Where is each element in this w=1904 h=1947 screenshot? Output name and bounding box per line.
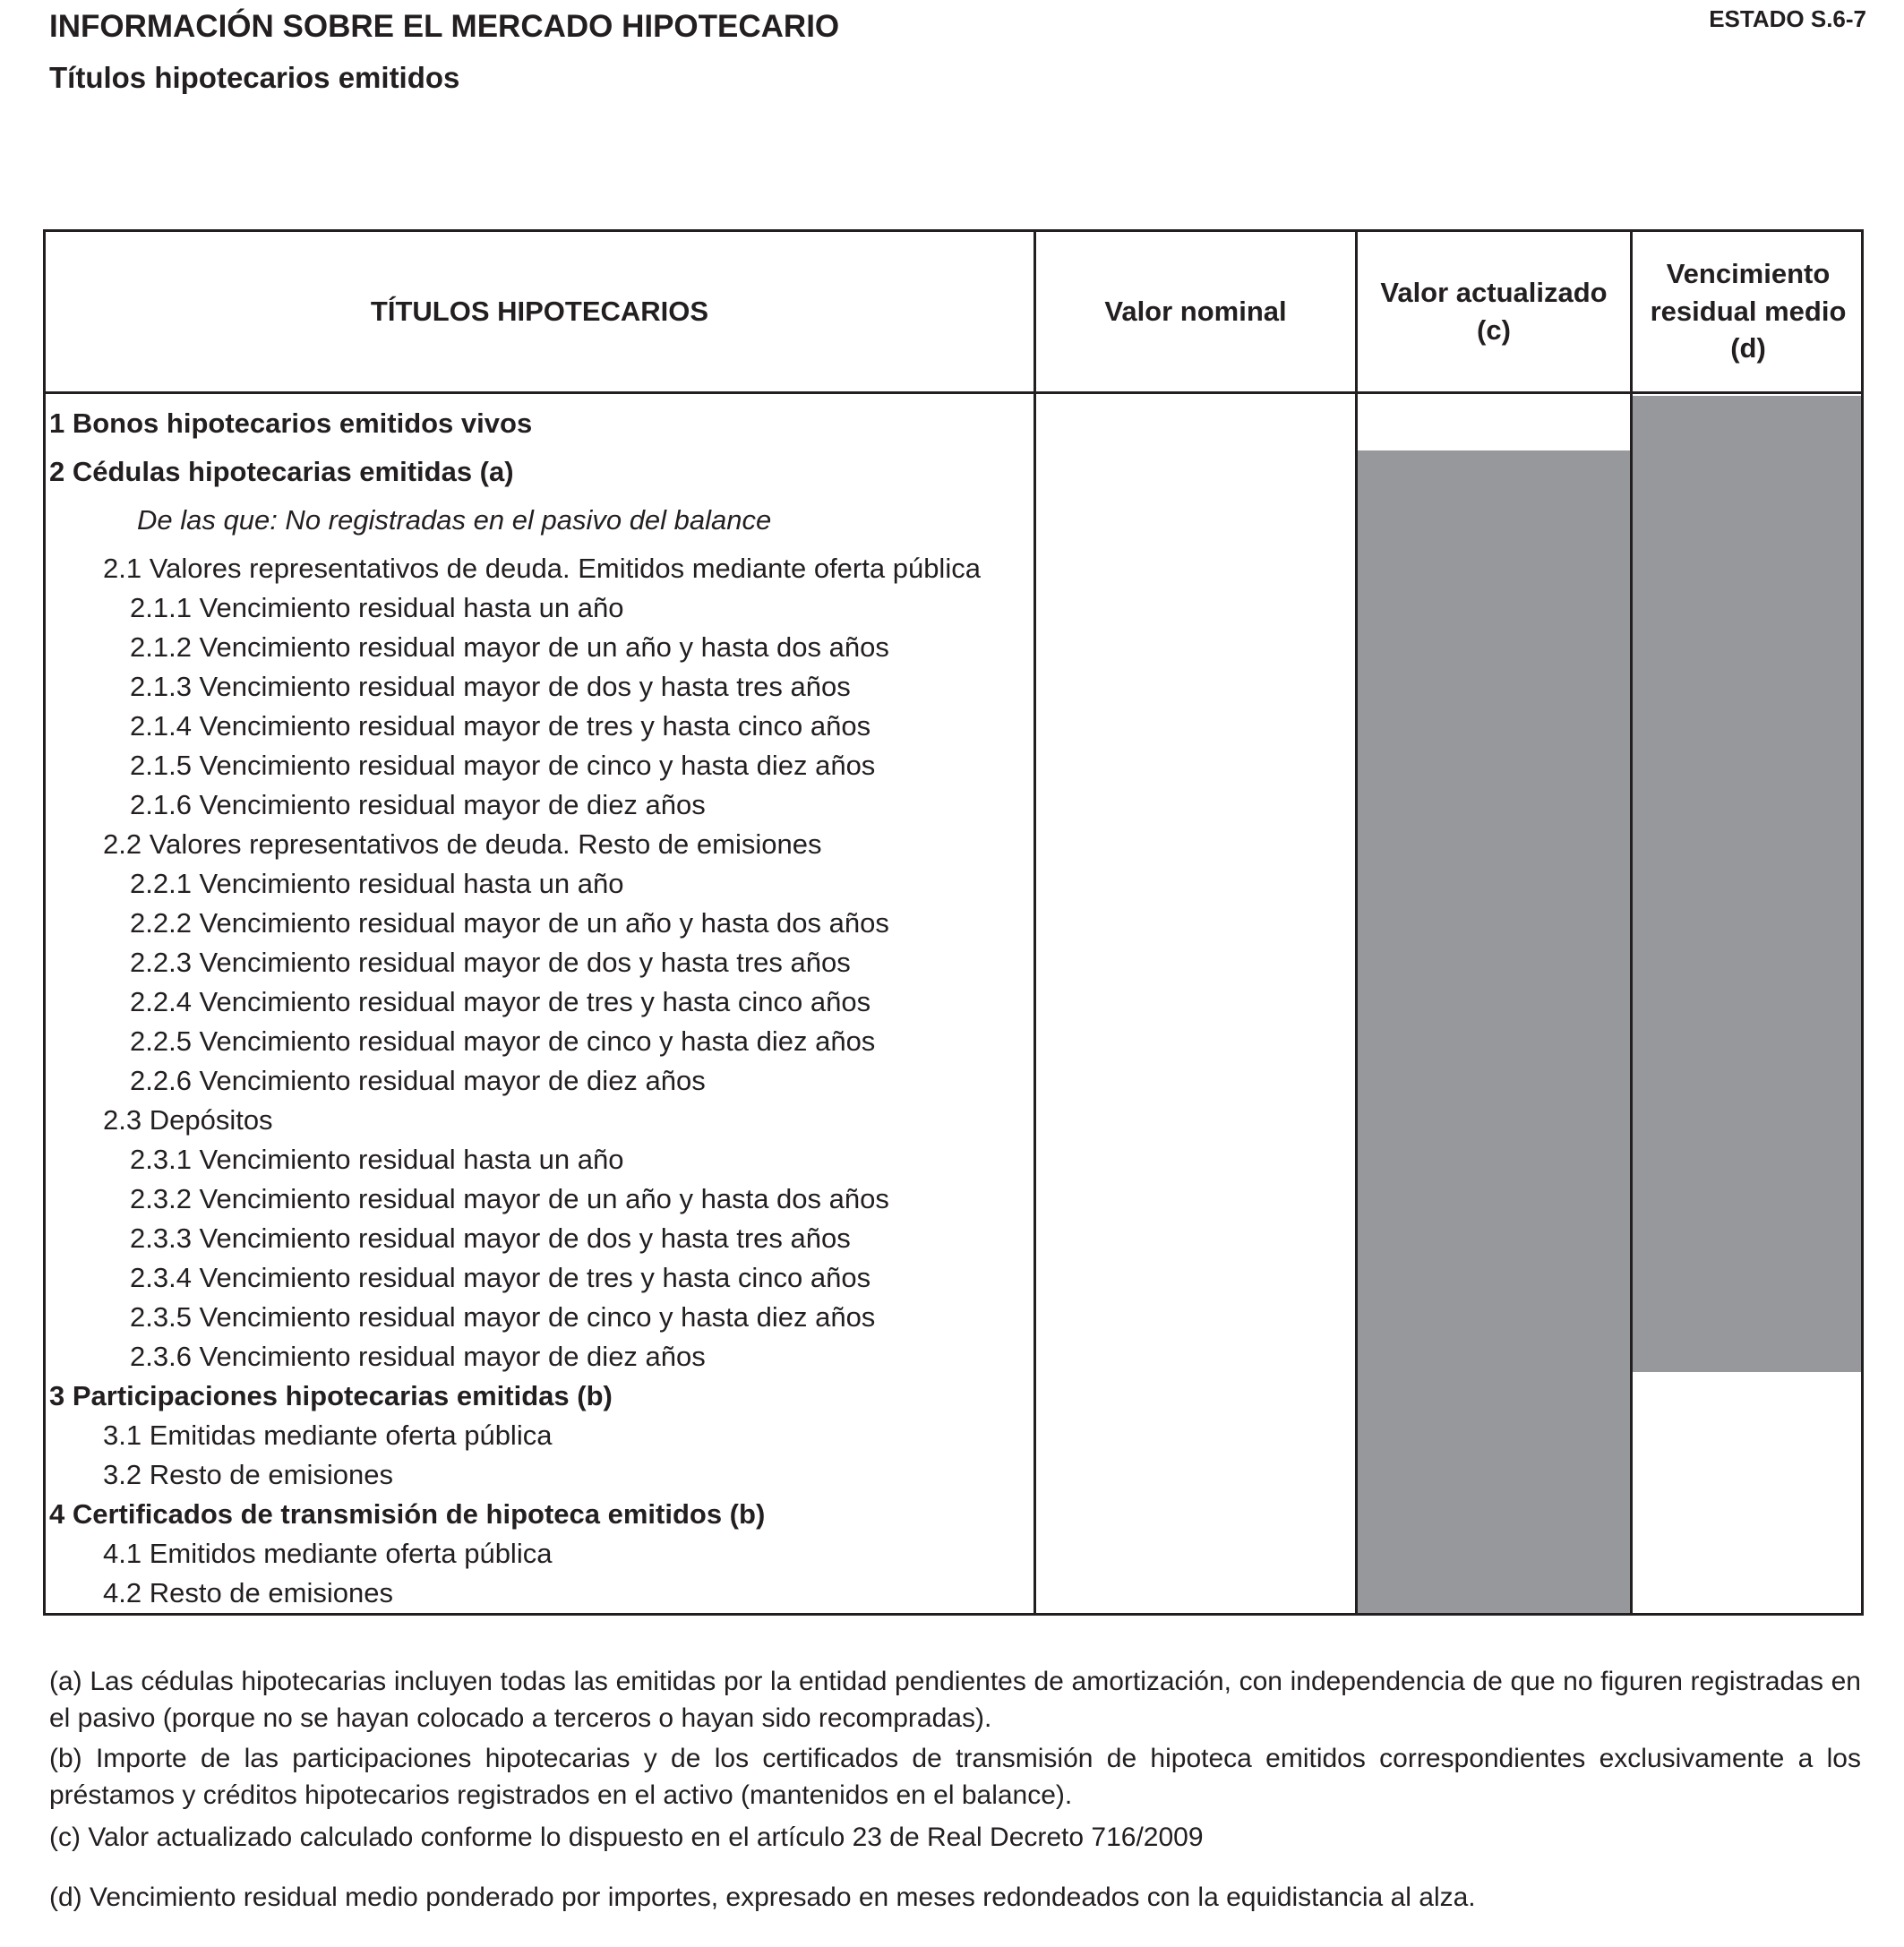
table-row-label: 2 Cédulas hipotecarias emitidas (a) (49, 456, 514, 487)
table-row-label: 2.2.6 Vencimiento residual mayor de diez años (130, 1065, 706, 1096)
footnote: (b) Importe de las participaciones hipotecarias y de los certificados de transmisión de hipoteca emitidos correspondientes exclusivamente a los préstamos y créditos hipotecarios registrados en el activo (mantenidos en el balance). (49, 1744, 1861, 1810)
table-row-label: 2.1.2 Vencimiento residual mayor de un año y hasta dos años (130, 631, 889, 663)
footnote: (d) Vencimiento residual medio ponderado por importes, expresado en meses redondeados con la equidistancia al alza. (49, 1883, 1476, 1912)
table-row-label: 1 Bonos hipotecarios emitidos vivos (49, 407, 533, 439)
table-row-label: 2.2.5 Vencimiento residual mayor de cinco y hasta diez años (130, 1025, 876, 1057)
table-row-label: De las que: No registradas en el pasivo del balance (137, 504, 772, 536)
table-row-label: 2.3.4 Vencimiento residual mayor de tres y hasta cinco años (130, 1262, 871, 1293)
table-row-label: 2.1.4 Vencimiento residual mayor de tres y hasta cinco años (130, 710, 871, 742)
table-row-label: 2.1 Valores representativos de deuda. Emitidos mediante oferta pública (103, 553, 981, 584)
page-subtitle: Títulos hipotecarios emitidos (49, 61, 460, 94)
table-row-label: 2.3.6 Vencimiento residual mayor de diez años (130, 1341, 706, 1372)
table-row-label: 2.1.6 Vencimiento residual mayor de diez años (130, 789, 706, 820)
table-row-label: 4.2 Resto de emisiones (103, 1577, 393, 1608)
form-code: ESTADO S.6-7 (1709, 5, 1866, 32)
table-row-label: 2.1.1 Vencimiento residual hasta un año (130, 592, 624, 623)
column-divider (1630, 229, 1633, 1616)
table-row-label: 3.1 Emitidas mediante oferta pública (103, 1420, 553, 1451)
table-row-label: 2.3 Depósitos (103, 1104, 273, 1136)
table-row-label: 3 Participaciones hipotecarias emitidas (b) (49, 1380, 613, 1411)
table-row-label: 2.2.1 Vencimiento residual hasta un año (130, 868, 624, 899)
table-row-label: 2.3.1 Vencimiento residual hasta un año (130, 1144, 624, 1175)
table-row-label: 3.2 Resto de emisiones (103, 1459, 393, 1490)
table-row-label: 2.3.3 Vencimiento residual mayor de dos y hasta tres años (130, 1222, 851, 1254)
table-row-label: 2.1.3 Vencimiento residual mayor de dos y hasta tres años (130, 671, 851, 702)
table-row-label: 2.2 Valores representativos de deuda. Resto de emisiones (103, 828, 822, 860)
column-divider (1033, 229, 1036, 1616)
mortgage-securities-table (43, 229, 1864, 1616)
table-row-label: 2.3.5 Vencimiento residual mayor de cinco y hasta diez años (130, 1301, 876, 1333)
footnote: (c) Valor actualizado calculado conforme lo dispuesto en el artículo 23 de Real Decreto 716/2009 (49, 1823, 1204, 1852)
table-row-label: 4.1 Emitidos mediante oferta pública (103, 1538, 553, 1569)
column-header-vencimiento: Vencimiento residual medio (d) (1650, 257, 1847, 365)
table-row-label: 2.3.2 Vencimiento residual mayor de un año y hasta dos años (130, 1183, 889, 1214)
column-header-titulos: TÍTULOS HIPOTECARIOS (370, 295, 709, 327)
table-row-label: 2.1.5 Vencimiento residual mayor de cinco y hasta diez años (130, 750, 876, 781)
table-row-label: 2.2.4 Vencimiento residual mayor de tres y hasta cinco años (130, 986, 871, 1017)
column-header-valor-actualizado: Valor actualizado (c) (1380, 276, 1608, 346)
column-divider (1355, 229, 1358, 1616)
table-row-label: 4 Certificados de transmisión de hipoteca emitidos (b) (49, 1498, 766, 1530)
page-title: INFORMACIÓN SOBRE EL MERCADO HIPOTECARIO (49, 9, 840, 44)
footnote: (a) Las cédulas hipotecarias incluyen todas las emitidas por la entidad pendientes de amortización, con independencia de que no figuren registradas en el pasivo (porque no se hayan colocado a terceros o hayan sido recompradas). (49, 1667, 1861, 1733)
column-header-valor-nominal: Valor nominal (1104, 295, 1287, 327)
table-row-label: 2.2.3 Vencimiento residual mayor de dos y hasta tres años (130, 947, 851, 978)
table-row-label: 2.2.2 Vencimiento residual mayor de un año y hasta dos años (130, 907, 889, 939)
